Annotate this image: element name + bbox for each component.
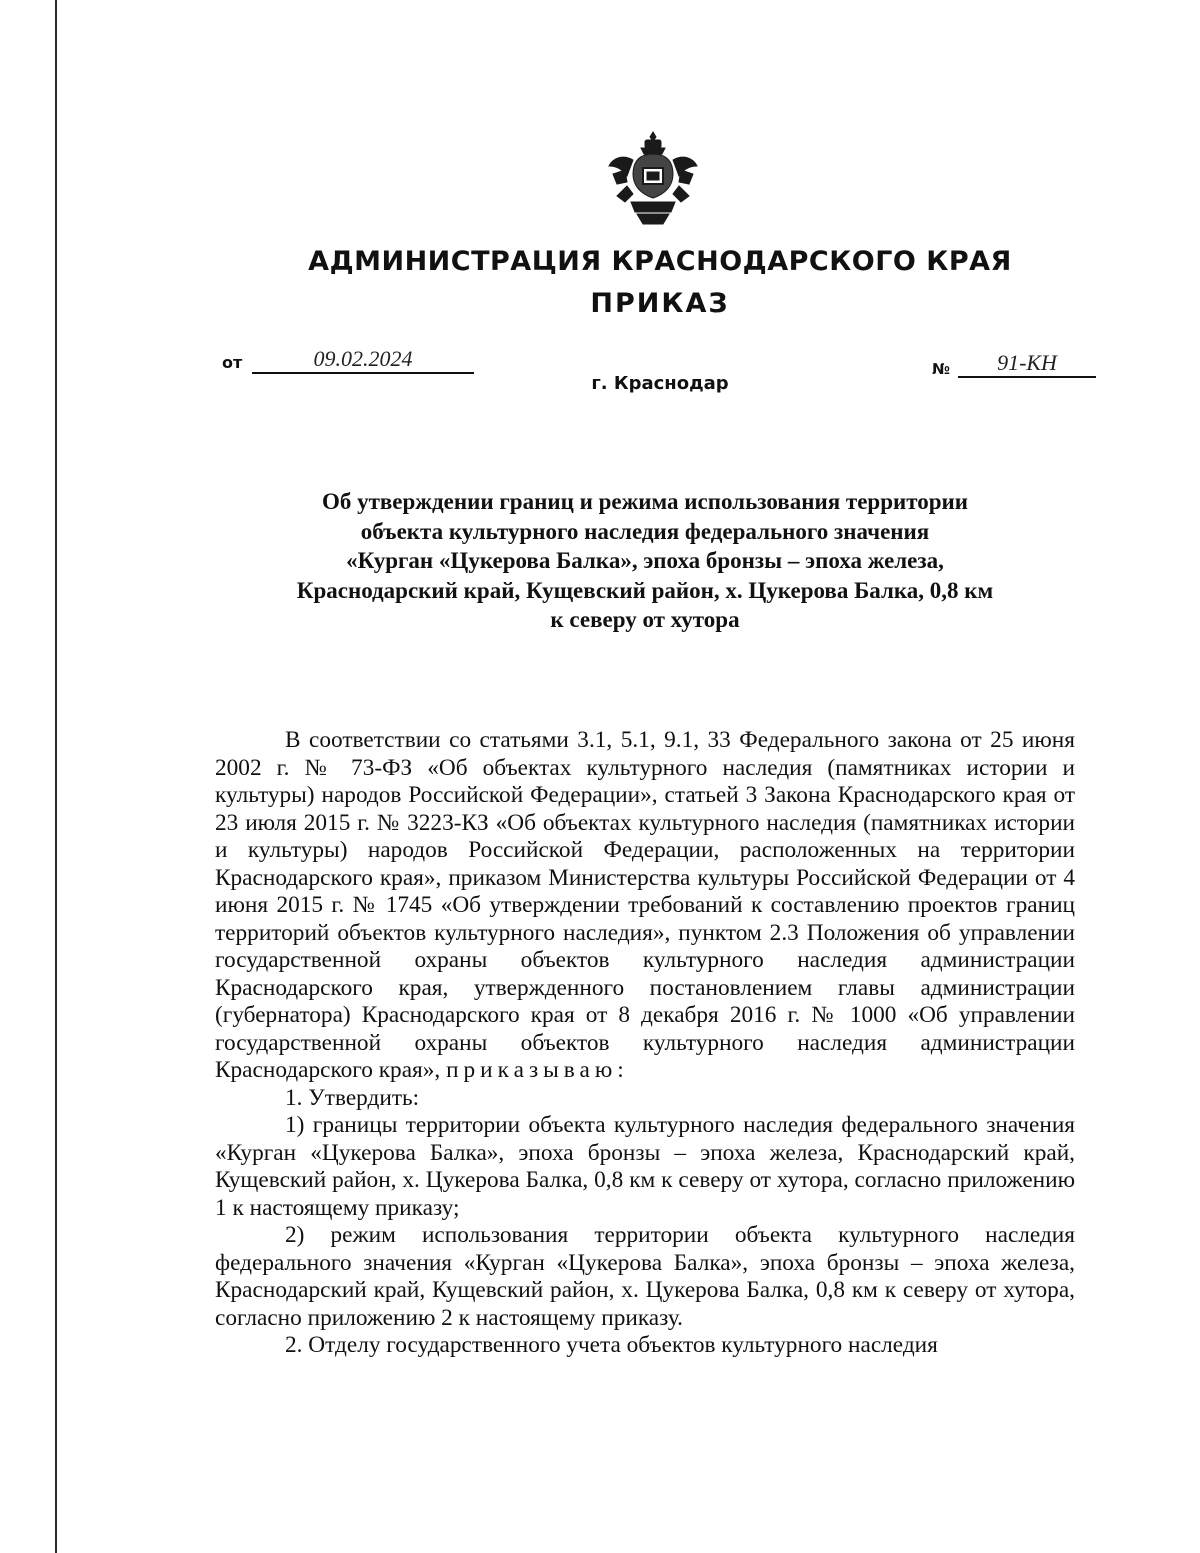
document-title	[215, 487, 1075, 635]
title-line: объекта культурного наследия федерального значения	[360, 518, 930, 544]
preamble-text: В соответствии со статьями 3.1, 5.1, 9.1, 33 Федерального закона от 25 июня 2002 г. № 73-ФЗ «Об объектах культурного наследия (памятниках истории и культуры) народов Российской Федерации», статьей 3 Закона Краснодарского края от 23 июля 2015 г. № 3223-КЗ «Об объектах культурного наследия (памятниках истории и культуры) народов Российской Федерации, расположенных на территории Краснодарского края», приказом Министерства культуры Российской Федерации от 4 июня 2015 г. № 1745 «Об утверждении требований к составлению проектов границ территорий объектов культурного наследия», пунктом 2.3 Положения об управлении государственной охраны объектов культурного наследия администрации Краснодарского края, утвержденного постановлением главы администрации (губернатора) Краснодарского края от 8 декабря 2016 г. № 1000 «Об управлении государственной охраны объектов культурного наследия администрации Краснодарского края»,	[215, 727, 1075, 1083]
date-label: от	[222, 353, 243, 372]
number-field: 91-КН	[958, 352, 1096, 378]
scan-edge-line	[55, 0, 57, 1553]
item-2: 2. Отделу государственного учета объектов культурного наследия	[285, 1332, 938, 1358]
date-field: 09.02.2024	[252, 348, 474, 374]
item-1-2: 2) режим использования территории объекта культурного наследия федерального значения «Курган «Цукерова Балка», эпоха бронзы – эпоха железа, Краснодарский край, Кущевский район, х. Цукерова Балка, 0,8 км к северу от хутора, согласно приложению 2 к настоящему приказу.	[215, 1222, 1075, 1331]
item-1: 1. Утвердить:	[285, 1084, 420, 1111]
organization-name: АДМИНИСТРАЦИЯ КРАСНОДАРСКОГО КРАЯ	[308, 246, 1012, 277]
item-1-1: 1) границы территории объекта культурного наследия федерального значения «Курган «Цукерова Балка», эпоха бронзы – эпоха железа, Краснодарский край, Кущевский район, х. Цукерова Балка, 0,8 км к северу от хутора, согласно приложению 1 к настоящему приказу;	[215, 1112, 1075, 1221]
document-type: ПРИКАЗ	[590, 288, 730, 319]
title-line: «Курган «Цукерова Балка», эпоха бронзы – эпоха железа,	[346, 548, 944, 573]
preamble-paragraph	[215, 727, 1075, 1085]
city: г. Краснодар	[591, 373, 729, 394]
title-line: Об утверждении границ и режима использования территории	[321, 489, 969, 514]
number-label: №	[932, 360, 951, 378]
title-line: к северу от хутора	[550, 607, 740, 632]
krasnodar-coat-of-arms-icon	[607, 130, 699, 226]
title-line: Краснодарский край, Кущевский район, х. Цукерова Балка, 0,8 км	[296, 577, 994, 603]
document-body	[215, 727, 1075, 1360]
order-word: приказываю:	[446, 1057, 629, 1083]
